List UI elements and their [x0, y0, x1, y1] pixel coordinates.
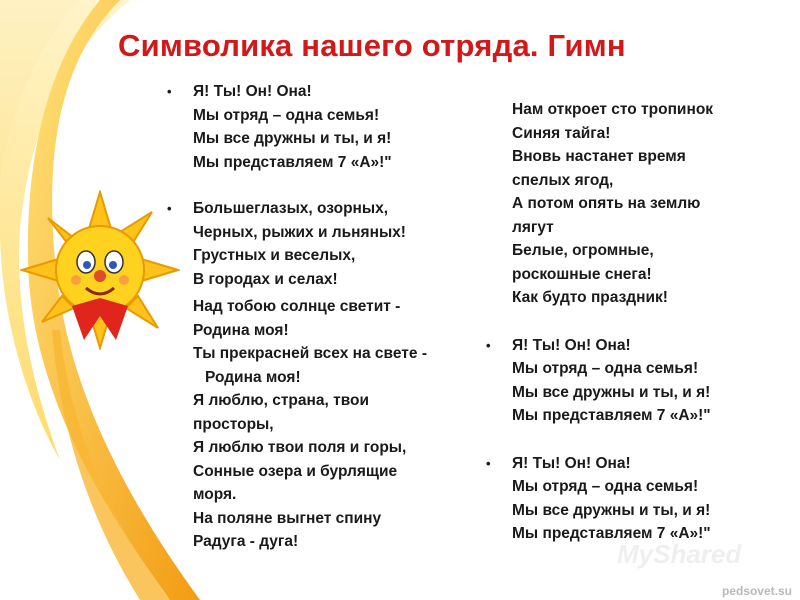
lyric-line: Большеглазых, озорных,: [193, 200, 389, 217]
lyric-line: Мы отряд – одна семья!: [512, 478, 699, 495]
verse-chorus-2: [486, 334, 776, 428]
lyric-line: Мы отряд – одна семья!: [193, 106, 380, 124]
lyric-line: лягут: [512, 218, 554, 236]
bullet-icon: •: [167, 84, 172, 99]
lyric-line: Черных, рыжих и льняных!: [193, 223, 406, 241]
right-lyrics-column: [486, 98, 776, 546]
lyric-line: Я! Ты! Он! Она!: [193, 83, 312, 100]
lyric-line: Над тобою солнце светит -: [193, 298, 401, 315]
lyric-line: Мы все дружны и ты, и я!: [512, 501, 711, 519]
lyric-line: А потом опять на землю: [512, 195, 701, 212]
lyric-line: Мы все дружны и ты, и я!: [512, 383, 711, 401]
lyric-line: Я люблю, страна, твои: [193, 392, 370, 409]
lyric-line: Мы представляем 7 «А»!": [512, 407, 711, 424]
lyric-line: спелых ягод,: [512, 171, 614, 189]
source-watermark: pedsovet.su: [721, 584, 792, 598]
verse-3: [486, 98, 776, 310]
verse-1: [167, 197, 467, 291]
lyric-line: Ты прекрасней всех на свете -: [193, 345, 427, 362]
bullet-icon: •: [486, 455, 491, 471]
lyric-line: Белые, огромные,: [512, 242, 654, 259]
bullet-icon: •: [486, 337, 491, 353]
lyric-line: Мы отряд – одна семья!: [512, 360, 699, 377]
lyric-line: Как будто праздник!: [512, 289, 668, 306]
lyric-line: Родина моя!: [205, 368, 301, 386]
lyric-line: На поляне выгнет спину: [193, 509, 382, 527]
left-lyrics-column: [167, 80, 467, 554]
verse-2: [167, 295, 467, 554]
lyric-line: Я! Ты! Он! Она!: [512, 336, 631, 354]
lyric-line: Сонные озера и бурлящие: [193, 462, 398, 480]
lyric-line: Синяя тайга!: [512, 124, 611, 142]
lyric-line: Мы представляем 7 «А»!": [512, 525, 711, 542]
verse-chorus-3: [486, 452, 776, 546]
lyric-line: Нам откроет сто тропинок: [512, 101, 714, 118]
lyric-line: В городах и селах!: [193, 270, 338, 288]
lyric-line: Вновь настанет время: [512, 148, 686, 165]
lyric-line: Мы все дружны и ты, и я!: [193, 130, 392, 147]
bullet-icon: •: [167, 201, 172, 216]
lyric-line: Мы представляем 7 «А»!": [193, 153, 392, 171]
lyric-line: роскошные снега!: [512, 265, 652, 283]
lyric-line: моря.: [193, 486, 237, 503]
lyric-line: Родина моя!: [193, 321, 289, 339]
lyric-line: просторы,: [193, 415, 274, 433]
lyric-line: Радуга - дуга!: [193, 533, 299, 550]
lyric-line: Я люблю твои поля и горы,: [193, 439, 407, 456]
verse-chorus-1: [167, 80, 467, 174]
sun-mascot-icon: [20, 190, 180, 350]
lyric-line: Грустных и веселых,: [193, 247, 356, 264]
slide-title: Символика нашего отряда. Гимн: [118, 28, 626, 63]
overlay-watermark: MyShared: [617, 539, 742, 569]
lyric-line: Я! Ты! Он! Она!: [512, 454, 631, 472]
